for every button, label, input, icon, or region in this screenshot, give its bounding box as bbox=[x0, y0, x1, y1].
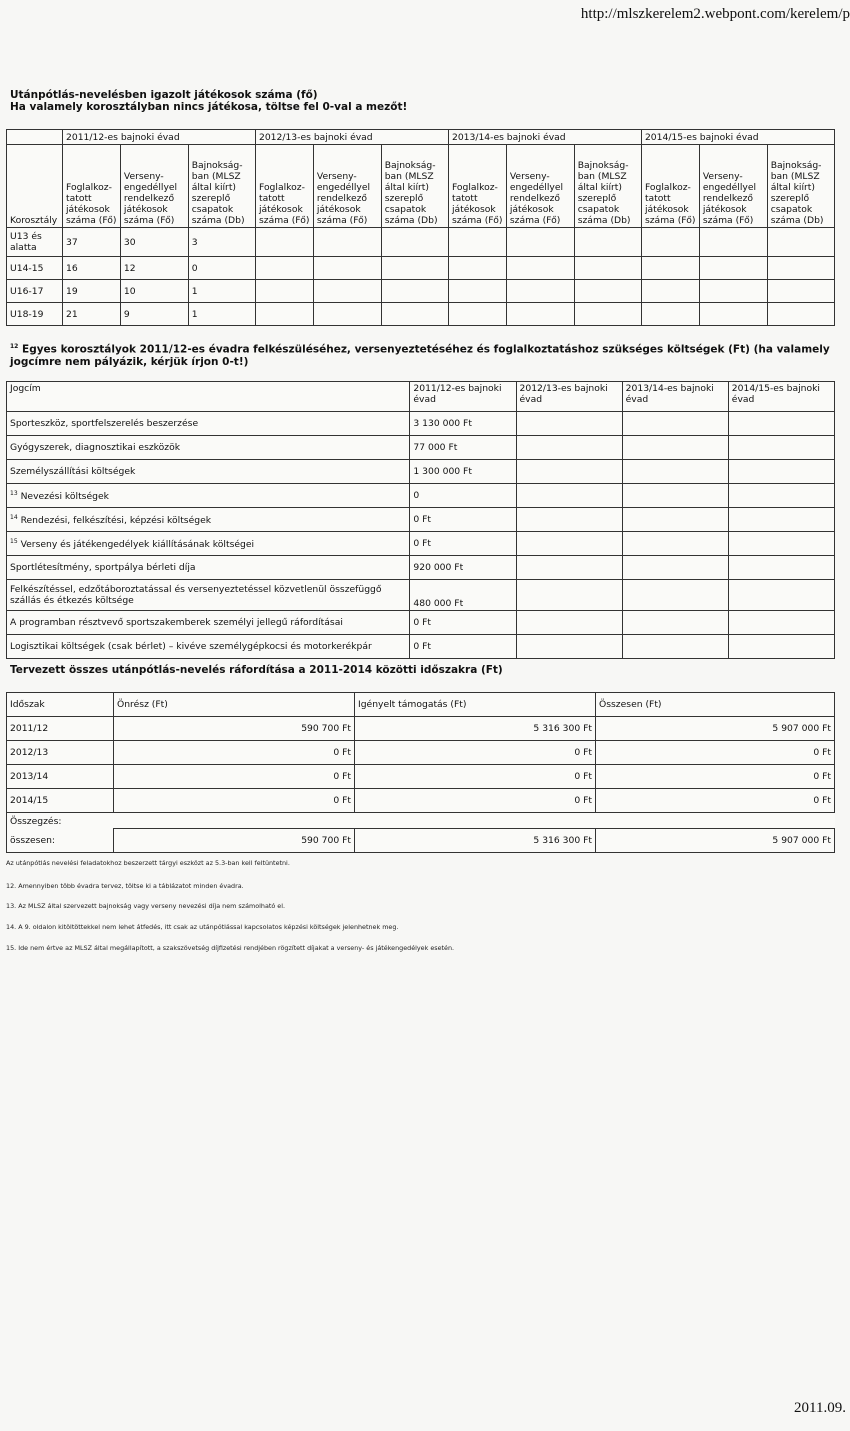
table-row bbox=[7, 611, 835, 635]
cell-empty[interactable] bbox=[622, 556, 728, 580]
cost-label-text: Felkészítéssel, edzőtáboroztatással és versenyeztetéssel közvetlenül összefüggő szállás és étkezés költsége bbox=[10, 584, 382, 606]
cell-empty[interactable] bbox=[622, 611, 728, 635]
col-licensed: Verseny-engedéllyel rendelkező játékosok száma (Fő) bbox=[120, 145, 188, 228]
col-employed: Foglalkoz-tatott játékosok száma (Fő) bbox=[255, 145, 313, 228]
cell-empty[interactable] bbox=[516, 532, 622, 556]
col-total: Összesen (Ft) bbox=[596, 693, 835, 717]
cost-label bbox=[7, 412, 410, 436]
cell-empty[interactable] bbox=[516, 611, 622, 635]
cell-empty[interactable] bbox=[255, 228, 313, 257]
cost-label-text: Sportlétesítmény, sportpálya bérleti díja bbox=[10, 562, 196, 573]
note: 13. Az MLSZ által szervezett bajnokság vagy verseny nevezési díja nem számolható el. bbox=[6, 902, 286, 910]
col-licensed: Verseny-engedéllyel rendelkező játékosok száma (Fő) bbox=[506, 145, 574, 228]
cell-empty[interactable] bbox=[313, 303, 381, 326]
col-teams: Bajnokság-ban (MLSZ által kiírt) szereplő csapatok száma (Db) bbox=[767, 145, 834, 228]
season-header: 2012/13-es bajnoki évad bbox=[255, 130, 448, 145]
cell-empty[interactable] bbox=[622, 532, 728, 556]
cost-label bbox=[7, 611, 410, 635]
cost-label-text: Verseny és játékengedélyek kiállításának költségei bbox=[20, 539, 255, 551]
cost-label-text: Személyszállítási költségek bbox=[10, 466, 136, 477]
cell-value[interactable]: 9 bbox=[120, 303, 188, 326]
cell-value[interactable]: 21 bbox=[63, 303, 121, 326]
cell-empty[interactable] bbox=[622, 508, 728, 532]
cost-label bbox=[7, 484, 410, 508]
cell-empty[interactable] bbox=[516, 484, 622, 508]
cell-empty[interactable] bbox=[506, 303, 574, 326]
cost-label bbox=[7, 532, 410, 556]
cell-empty[interactable] bbox=[255, 280, 313, 303]
col-teams: Bajnokság-ban (MLSZ által kiírt) szereplő csapatok száma (Db) bbox=[381, 145, 448, 228]
table-row bbox=[7, 789, 835, 813]
cell-empty[interactable] bbox=[699, 280, 767, 303]
section3-title: Tervezett összes utánpótlás-nevelés ráfordítása a 2011-2014 közötti időszakra (Ft) bbox=[10, 664, 503, 676]
cell-value[interactable]: 16 bbox=[63, 257, 121, 280]
cell-empty[interactable] bbox=[699, 303, 767, 326]
cell-empty[interactable] bbox=[448, 303, 506, 326]
cell-empty[interactable] bbox=[728, 580, 834, 611]
table-row bbox=[7, 580, 835, 611]
cell-empty[interactable] bbox=[641, 280, 699, 303]
cell-empty[interactable] bbox=[516, 635, 622, 659]
col-requested: Igényelt támogatás (Ft) bbox=[355, 693, 596, 717]
cell-empty[interactable] bbox=[728, 635, 834, 659]
season-header: 2013/14-es bajnoki évad bbox=[622, 382, 728, 412]
col-own: Önrész (Ft) bbox=[114, 693, 355, 717]
cell-empty[interactable] bbox=[448, 257, 506, 280]
cell-empty[interactable] bbox=[448, 228, 506, 257]
age-group: U16-17 bbox=[7, 280, 63, 303]
section1-title: Utánpótlás-nevelésben igazolt játékosok száma (fő) bbox=[10, 89, 318, 101]
own-value[interactable]: 0 Ft bbox=[114, 741, 355, 765]
empty-corner bbox=[7, 130, 63, 145]
col-title: Jogcím bbox=[7, 382, 410, 412]
cost-label-text: Nevezési költségek bbox=[20, 491, 109, 503]
cell-value[interactable]: 10 bbox=[120, 280, 188, 303]
cell-empty[interactable] bbox=[381, 303, 448, 326]
table-row bbox=[7, 484, 835, 508]
own-value[interactable]: 590 700 Ft bbox=[114, 717, 355, 741]
cell-empty[interactable] bbox=[574, 257, 641, 280]
cell-empty[interactable] bbox=[622, 460, 728, 484]
cell-empty[interactable] bbox=[516, 580, 622, 611]
total-sum: 5 907 000 Ft bbox=[596, 829, 835, 853]
table-row bbox=[7, 532, 835, 556]
season-header: 2011/12-es bajnoki évad bbox=[410, 382, 516, 412]
cell-empty[interactable] bbox=[622, 436, 728, 460]
footnote-ref: 14 bbox=[10, 514, 18, 522]
summary-table bbox=[6, 692, 835, 853]
cell-value[interactable]: 19 bbox=[63, 280, 121, 303]
cell-empty[interactable] bbox=[506, 228, 574, 257]
total-value[interactable]: 0 Ft bbox=[596, 765, 835, 789]
cell-empty[interactable] bbox=[516, 556, 622, 580]
cell-empty[interactable] bbox=[622, 580, 728, 611]
requested-value[interactable]: 5 316 300 Ft bbox=[355, 717, 596, 741]
costs-table bbox=[6, 381, 835, 659]
cost-label bbox=[7, 436, 410, 460]
cell-empty[interactable] bbox=[767, 228, 834, 257]
col-period: Időszak bbox=[7, 693, 114, 717]
table-row bbox=[7, 508, 835, 532]
cost-value[interactable]: 0 bbox=[410, 484, 516, 508]
cell-empty[interactable] bbox=[728, 508, 834, 532]
footnote-ref: 13 bbox=[10, 490, 18, 498]
season-header: 2011/12-es bajnoki évad bbox=[63, 130, 256, 145]
cell-value[interactable]: 37 bbox=[63, 228, 121, 257]
table-row bbox=[7, 436, 835, 460]
cell-value[interactable]: 1 bbox=[188, 303, 255, 326]
page-date: 2011.09. bbox=[794, 1400, 846, 1416]
period: 2013/14 bbox=[7, 765, 114, 789]
own-value[interactable]: 0 Ft bbox=[114, 789, 355, 813]
cell-empty[interactable] bbox=[699, 257, 767, 280]
cell-empty[interactable] bbox=[574, 280, 641, 303]
age-group: U18-19 bbox=[7, 303, 63, 326]
requested-value[interactable]: 0 Ft bbox=[355, 789, 596, 813]
page-url: http://mlszkerelem2.webpont.com/kerelem/p bbox=[580, 6, 850, 22]
table-row bbox=[7, 829, 835, 853]
cost-value[interactable]: 0 Ft bbox=[410, 508, 516, 532]
col-teams: Bajnokság-ban (MLSZ által kiírt) szereplő csapatok száma (Db) bbox=[574, 145, 641, 228]
cell-value[interactable]: 12 bbox=[120, 257, 188, 280]
cell-empty[interactable] bbox=[767, 303, 834, 326]
cell-empty[interactable] bbox=[641, 228, 699, 257]
cell-empty[interactable] bbox=[516, 508, 622, 532]
cell-empty[interactable] bbox=[574, 303, 641, 326]
requested-value[interactable]: 0 Ft bbox=[355, 741, 596, 765]
cell-empty[interactable] bbox=[516, 412, 622, 436]
cost-label-text: Sporteszköz, sportfelszerelés beszerzése bbox=[10, 418, 199, 429]
cell-empty[interactable] bbox=[516, 436, 622, 460]
season-header: 2012/13-es bajnoki évad bbox=[516, 382, 622, 412]
cell-empty[interactable] bbox=[381, 257, 448, 280]
cell-empty[interactable] bbox=[622, 484, 728, 508]
period: 2011/12 bbox=[7, 717, 114, 741]
cell-empty[interactable] bbox=[381, 280, 448, 303]
col-licensed: Verseny-engedéllyel rendelkező játékosok száma (Fő) bbox=[313, 145, 381, 228]
cell-empty[interactable] bbox=[641, 303, 699, 326]
cost-label bbox=[7, 508, 410, 532]
cost-label bbox=[7, 635, 410, 659]
footnote-ref: 12 bbox=[10, 343, 19, 350]
cell-empty[interactable] bbox=[728, 460, 834, 484]
table-row bbox=[7, 303, 835, 326]
period: 2014/15 bbox=[7, 789, 114, 813]
season-header: 2013/14-es bajnoki évad bbox=[448, 130, 641, 145]
cost-value[interactable]: 77 000 Ft bbox=[410, 436, 516, 460]
cell-empty[interactable] bbox=[728, 532, 834, 556]
section2-title bbox=[10, 341, 830, 368]
table-row bbox=[7, 228, 835, 257]
table-row bbox=[7, 257, 835, 280]
table-row bbox=[7, 635, 835, 659]
cell-value[interactable]: 3 bbox=[188, 228, 255, 257]
table-row bbox=[7, 765, 835, 789]
cell-empty[interactable] bbox=[255, 303, 313, 326]
players-table bbox=[6, 129, 835, 326]
note: 15. Ide nem értve az MLSZ által megállapított, a szakszövetség díjfizetési rendjében rögzített díjakat a verseny- és játékengedélyek esetén. bbox=[6, 944, 455, 952]
cell-empty[interactable] bbox=[767, 280, 834, 303]
cost-label-text: Logisztikai költségek (csak bérlet) – kivéve személygépkocsi és motorkerékpár bbox=[10, 641, 372, 652]
col-employed: Foglalkoz-tatott játékosok száma (Fő) bbox=[641, 145, 699, 228]
requested-sum: 5 316 300 Ft bbox=[355, 829, 596, 853]
cell-empty[interactable] bbox=[313, 257, 381, 280]
season-header: 2014/15-es bajnoki évad bbox=[641, 130, 834, 145]
section2-title-text: Egyes korosztályok 2011/12-es évadra felkészüléséhez, versenyeztetéséhez és foglalkoztatáshoz szükséges költségek (Ft) (ha valamely jogcímre nem pályázik, kérjük írjon 0-t!) bbox=[10, 343, 830, 368]
own-sum: 590 700 Ft bbox=[114, 829, 355, 853]
cell-empty[interactable] bbox=[448, 280, 506, 303]
cell-empty[interactable] bbox=[516, 460, 622, 484]
cell-empty[interactable] bbox=[622, 635, 728, 659]
cell-empty[interactable] bbox=[574, 228, 641, 257]
note: Az utánpótlás nevelési feladatokhoz beszerzett tárgyi eszközt az 5.3-ban kell feltüntetni. bbox=[6, 859, 290, 867]
cell-empty[interactable] bbox=[381, 228, 448, 257]
col-age: Korosztály bbox=[7, 145, 63, 228]
cell-empty[interactable] bbox=[728, 484, 834, 508]
cell-empty[interactable] bbox=[506, 257, 574, 280]
age-group: U14-15 bbox=[7, 257, 63, 280]
note: 12. Amennyiben több évadra tervez, töltse ki a táblázatot minden évadra. bbox=[6, 882, 244, 890]
cost-label bbox=[7, 460, 410, 484]
table-row bbox=[7, 717, 835, 741]
cost-value[interactable]: 3 130 000 Ft bbox=[410, 412, 516, 436]
cell-empty[interactable] bbox=[728, 556, 834, 580]
cell-empty[interactable] bbox=[622, 412, 728, 436]
cell-empty[interactable] bbox=[728, 412, 834, 436]
cost-value[interactable]: 1 300 000 Ft bbox=[410, 460, 516, 484]
cost-label-text: Rendezési, felkészítési, képzési költségek bbox=[20, 515, 212, 527]
section1-instruction: Ha valamely korosztályban nincs játékosa, töltse fel 0-val a mezőt! bbox=[10, 101, 408, 113]
col-employed: Foglalkoz-tatott játékosok száma (Fő) bbox=[63, 145, 121, 228]
cell-empty[interactable] bbox=[313, 228, 381, 257]
col-employed: Foglalkoz-tatott játékosok száma (Fő) bbox=[448, 145, 506, 228]
requested-value[interactable]: 0 Ft bbox=[355, 765, 596, 789]
cost-label-text: A programban résztvevő sportszakemberek személyi jellegű ráfordításai bbox=[10, 617, 343, 628]
cost-value[interactable]: 920 000 Ft bbox=[410, 556, 516, 580]
cell-empty[interactable] bbox=[728, 436, 834, 460]
table-row bbox=[7, 280, 835, 303]
note: 14. A 9. oldalon kitöltöttekkel nem lehet átfedés, itt csak az utánpótlással kapcsolatos képzési költségek jelenhetnek meg. bbox=[6, 923, 399, 931]
footnote-ref: 15 bbox=[10, 538, 18, 546]
own-value[interactable]: 0 Ft bbox=[114, 765, 355, 789]
cost-value[interactable]: 0 Ft bbox=[410, 635, 516, 659]
cell-value[interactable]: 0 bbox=[188, 257, 255, 280]
cell-empty[interactable] bbox=[641, 257, 699, 280]
table-row bbox=[7, 741, 835, 765]
cell-value[interactable]: 1 bbox=[188, 280, 255, 303]
period: összesen: bbox=[7, 829, 114, 853]
cost-value[interactable]: 0 Ft bbox=[410, 532, 516, 556]
cell-empty[interactable] bbox=[699, 228, 767, 257]
period: 2012/13 bbox=[7, 741, 114, 765]
total-value[interactable]: 0 Ft bbox=[596, 741, 835, 765]
table-row bbox=[7, 556, 835, 580]
cost-label bbox=[7, 556, 410, 580]
total-value[interactable]: 0 Ft bbox=[596, 789, 835, 813]
col-licensed: Verseny-engedéllyel rendelkező játékosok száma (Fő) bbox=[699, 145, 767, 228]
cost-value[interactable]: 480 000 Ft bbox=[410, 580, 516, 611]
season-header: 2014/15-es bajnoki évad bbox=[728, 382, 834, 412]
cell-empty[interactable] bbox=[767, 257, 834, 280]
cell-empty[interactable] bbox=[506, 280, 574, 303]
cell-empty[interactable] bbox=[728, 611, 834, 635]
cell-value[interactable]: 30 bbox=[120, 228, 188, 257]
col-teams: Bajnokság-ban (MLSZ által kiírt) szereplő csapatok száma (Db) bbox=[188, 145, 255, 228]
cost-label-text: Gyógyszerek, diagnosztikai eszközök bbox=[10, 442, 181, 453]
age-group: U13 és alatta bbox=[7, 228, 63, 257]
table-row bbox=[7, 460, 835, 484]
cell-empty[interactable] bbox=[255, 257, 313, 280]
total-value[interactable]: 5 907 000 Ft bbox=[596, 717, 835, 741]
table-row bbox=[7, 412, 835, 436]
summary-label: Összegzés: bbox=[7, 813, 835, 829]
cost-label bbox=[7, 580, 410, 611]
cell-empty[interactable] bbox=[313, 280, 381, 303]
cost-value[interactable]: 0 Ft bbox=[410, 611, 516, 635]
